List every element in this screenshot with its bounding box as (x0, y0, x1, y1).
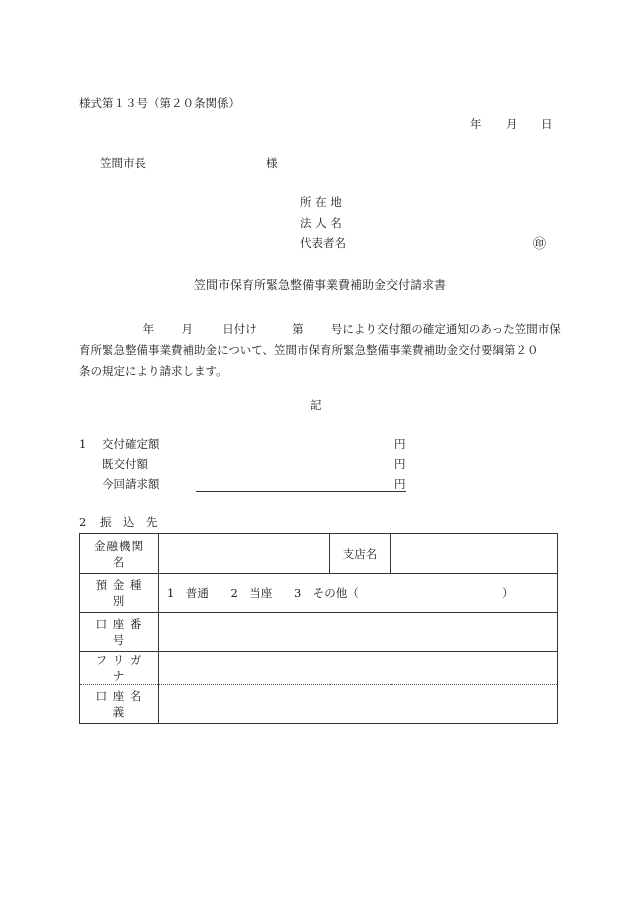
body-dated: 日付け (222, 322, 257, 336)
section2-number: 2 (79, 515, 87, 529)
request-amount-underline (196, 491, 406, 492)
body-year: 年 (142, 322, 155, 336)
furigana-row (80, 652, 558, 685)
bank-name-label: 金融機関名 (80, 534, 159, 574)
branch-field[interactable] (391, 534, 558, 574)
account-holder-field[interactable] (159, 685, 558, 724)
representative-label: 代表者名 (300, 236, 346, 250)
furigana-label: フ リ ガ ナ (80, 652, 159, 685)
deposit-option-ordinary[interactable]: 1 普通 (167, 586, 209, 600)
furigana-field[interactable] (159, 652, 558, 685)
bank-row (80, 534, 558, 574)
body-line-3: 条の規定により請求します。 (79, 364, 228, 378)
branch-label: 支店名 (330, 534, 391, 574)
date-day: 日 (541, 117, 553, 131)
bank-name-field[interactable] (159, 534, 330, 574)
corp-name-label: 法 人 名 (300, 216, 342, 230)
request-amount-unit: 円 (394, 477, 406, 491)
deposit-type-options (159, 574, 558, 613)
deposit-option-other[interactable]: 3 その他（ (293, 586, 359, 600)
confirmed-amount-label: 交付確定額 (102, 437, 160, 451)
paid-amount-unit: 円 (394, 457, 406, 471)
account-number-field[interactable] (159, 613, 558, 652)
account-number-row (80, 613, 558, 652)
date-year: 年 (470, 117, 482, 131)
seal-mark: ㊞ (533, 237, 547, 252)
deposit-type-label: 預 金 種 別 (80, 574, 159, 613)
form-number: 様式第１３号（第２０条関係） (79, 96, 240, 110)
body-paragraph (79, 319, 561, 382)
deposit-option-checking[interactable]: 2 当座 (230, 586, 273, 600)
deposit-row (80, 574, 558, 613)
ki-heading: 記 (310, 398, 322, 412)
body-line-2: 育所緊急整備事業費補助金について、笠間市保育所緊急整備事業費補助金交付要綱第２０ (79, 343, 539, 357)
request-amount-label: 今回請求額 (102, 477, 160, 491)
account-holder-row (80, 685, 558, 724)
bank-transfer-table (79, 533, 558, 724)
section1-number: 1 (79, 437, 87, 451)
date-month: 月 (506, 117, 518, 131)
body-no: 第 (292, 322, 304, 336)
addressee-name: 笠間市長 (100, 156, 146, 170)
confirmed-amount-unit: 円 (394, 437, 406, 451)
account-holder-label: 口 座 名 義 (80, 685, 159, 724)
section2-title: 振 込 先 (100, 515, 158, 529)
addressee-honorific: 様 (266, 156, 278, 170)
deposit-other-close: ） (502, 586, 514, 600)
paid-amount-label: 既交付額 (102, 457, 148, 471)
document-title: 笠間市保育所緊急整備事業費補助金交付請求書 (194, 278, 447, 292)
body-month: 月 (181, 322, 193, 336)
address-label: 所 在 地 (300, 195, 342, 209)
account-number-label: 口 座 番 号 (80, 613, 159, 652)
body-line-1 (79, 319, 561, 340)
body-line1-rest: 号により交付額の確定通知のあった笠間市保 (330, 322, 561, 336)
